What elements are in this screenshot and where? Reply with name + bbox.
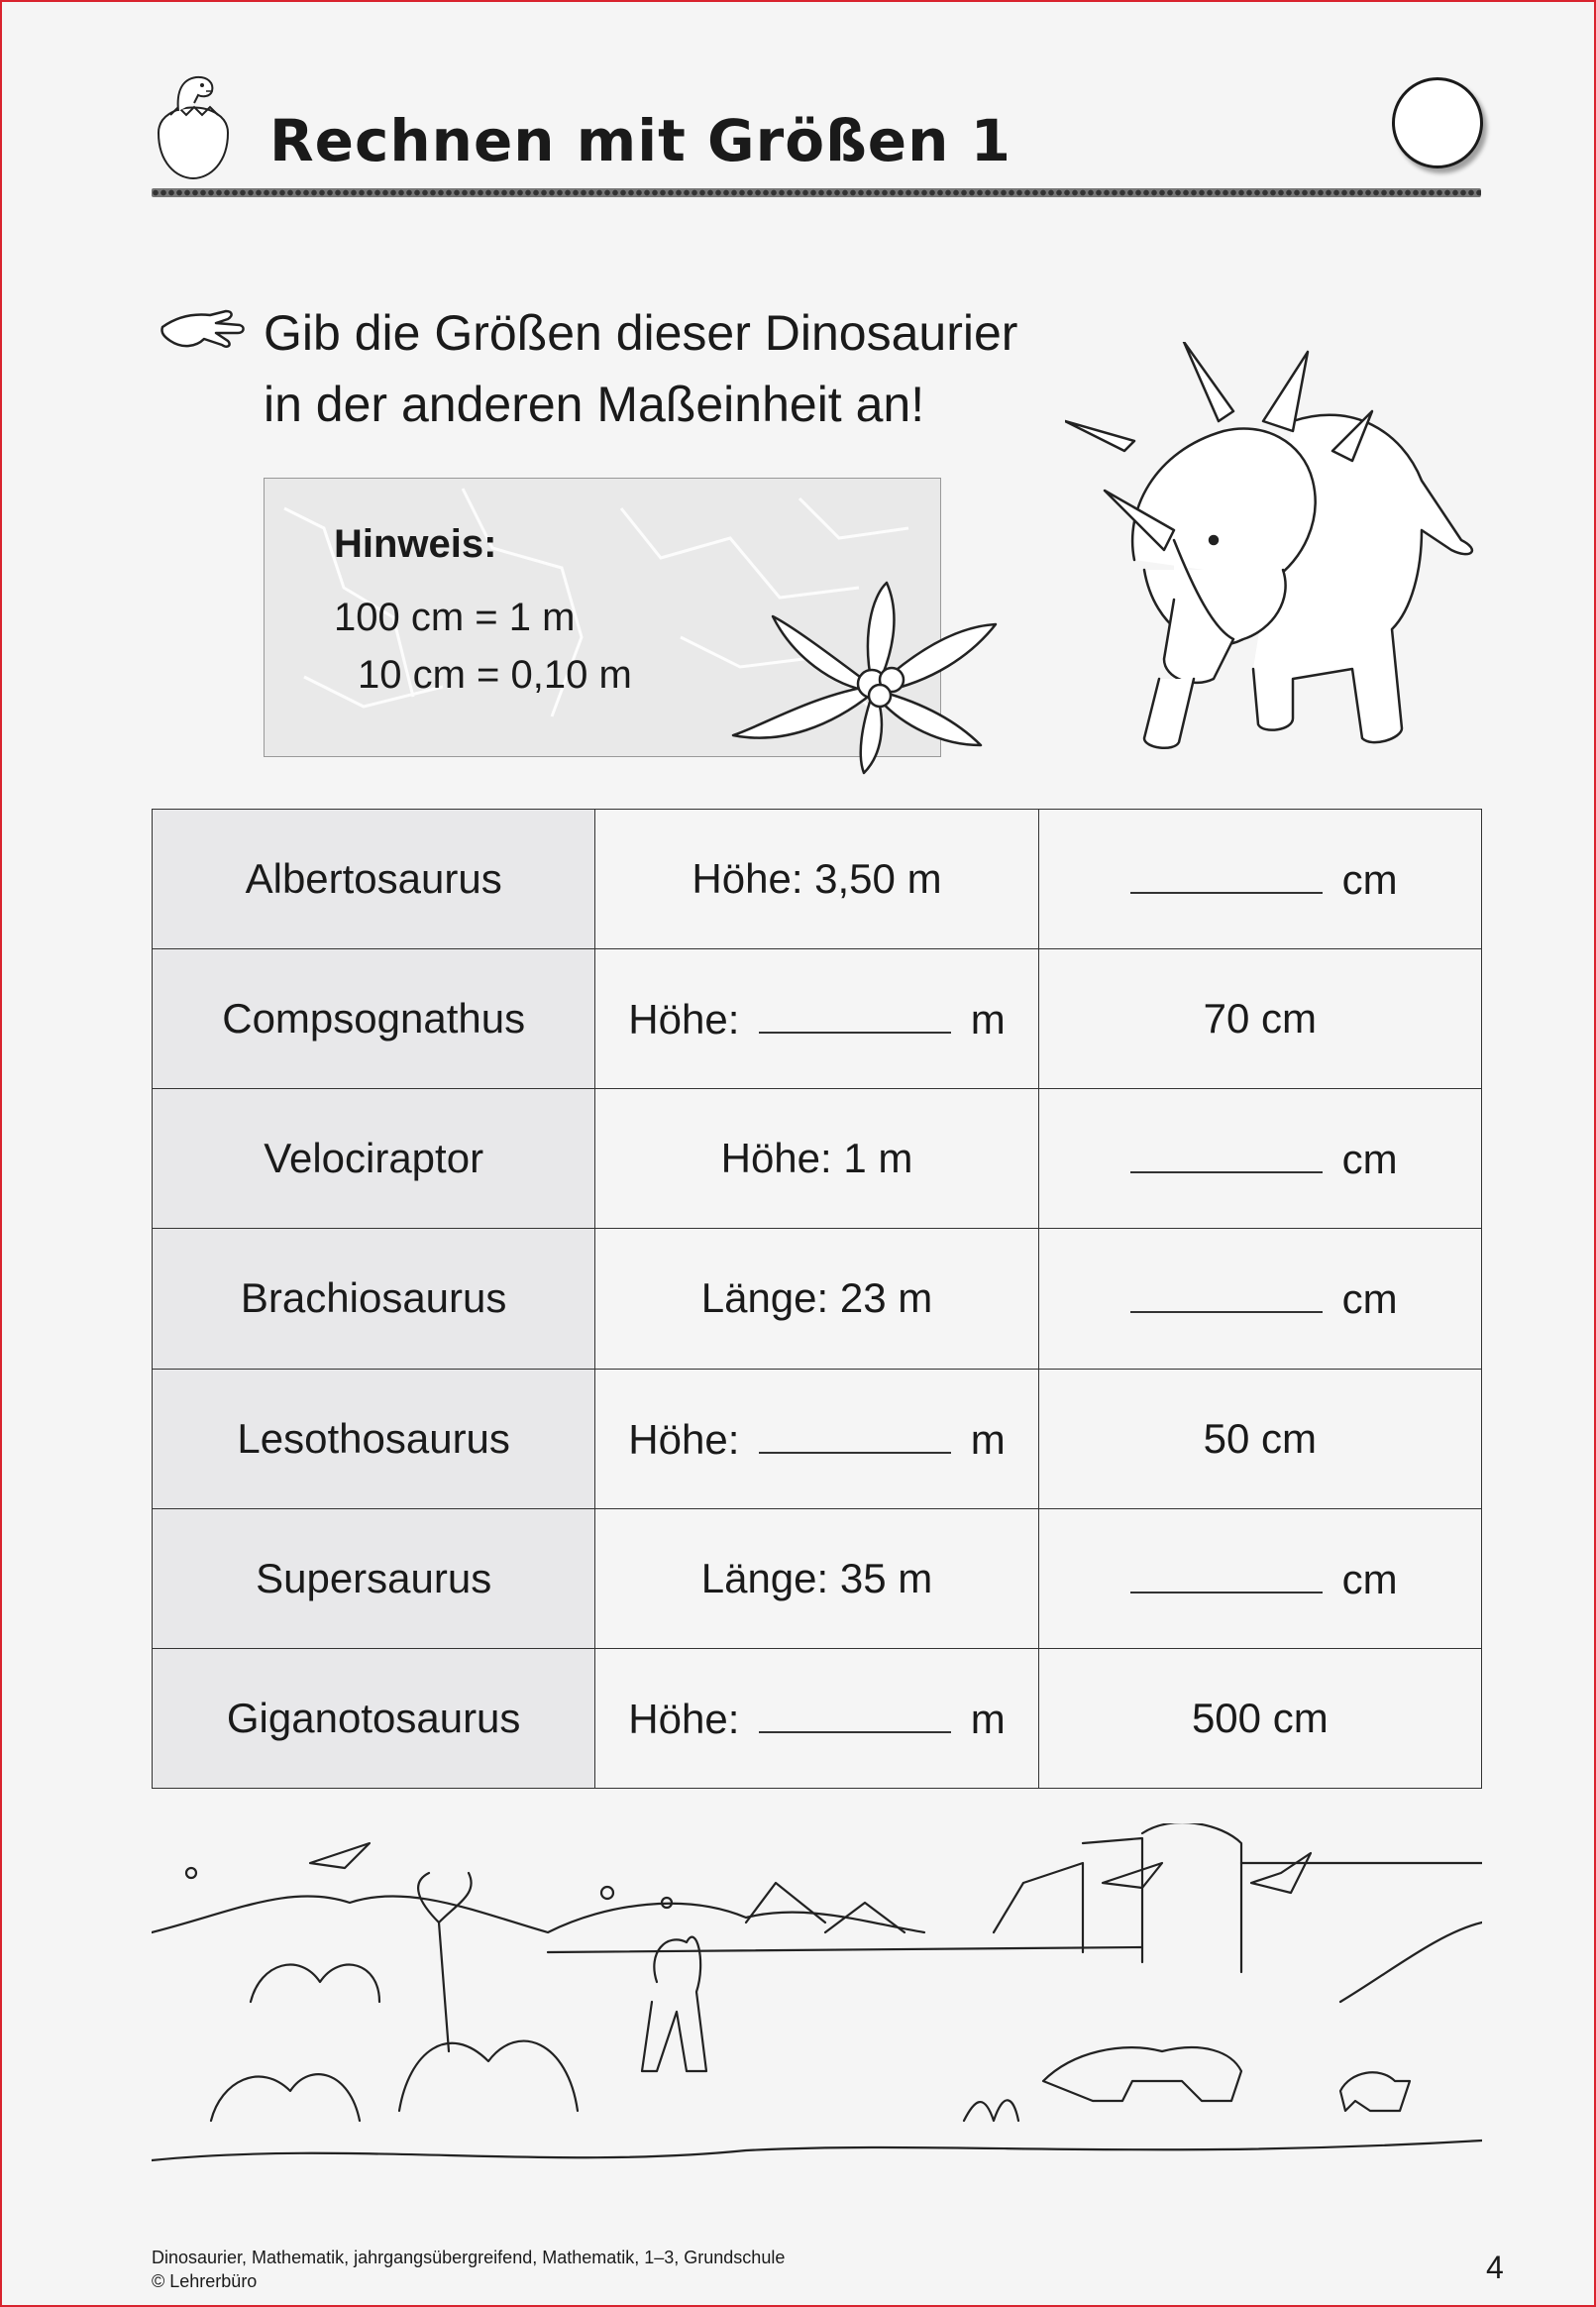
table-row: [153, 1648, 1482, 1788]
task-instruction: [264, 297, 1116, 440]
table-row: [153, 1229, 1482, 1369]
answer-cell: [1038, 810, 1481, 949]
given-size: Höhe: 1 m: [595, 1089, 1038, 1229]
table-row: [153, 949, 1482, 1089]
unit-label: cm: [1341, 1275, 1398, 1323]
page-number: 4: [1486, 2250, 1504, 2285]
size-prefix: Höhe:: [628, 1415, 740, 1463]
instruction-line-1: Gib die Größen dieser Dinosaurier: [264, 305, 1018, 361]
size-prefix: Höhe:: [628, 996, 740, 1044]
dinosaur-name: Giganotosaurus: [153, 1648, 595, 1788]
answer-blank[interactable]: [1130, 1554, 1323, 1593]
baby-dinosaur-egg-icon: [149, 71, 238, 182]
answer-cell: [1038, 1229, 1481, 1369]
dinosaur-name: Albertosaurus: [153, 810, 595, 949]
answer-blank[interactable]: [759, 1414, 951, 1454]
answer-cell: [1038, 1508, 1481, 1648]
given-size: Länge: 35 m: [595, 1508, 1038, 1648]
dinosaur-hand-pointer-icon: [157, 303, 246, 357]
answer-blank[interactable]: [759, 1694, 951, 1733]
table-row: [153, 810, 1482, 949]
answer-blank[interactable]: [1130, 1134, 1323, 1173]
given-size: Länge: 23 m: [595, 1229, 1038, 1369]
answer-cell: [595, 1369, 1038, 1508]
dinosaur-name: Lesothosaurus: [153, 1369, 595, 1508]
answer-cell: [595, 1648, 1038, 1788]
dinosaur-size-table: [152, 809, 1482, 1789]
table-row: [153, 1508, 1482, 1648]
unit-label: m: [970, 1415, 1006, 1463]
prehistoric-landscape-illustration: [152, 1823, 1482, 2180]
unit-label: m: [970, 1695, 1006, 1742]
unit-label: m: [970, 996, 1006, 1044]
unit-label: cm: [1341, 856, 1398, 904]
table-row: [153, 1369, 1482, 1508]
given-size: Höhe: 3,50 m: [595, 810, 1038, 949]
answer-blank[interactable]: [1130, 1273, 1323, 1313]
dotted-divider: [152, 188, 1481, 197]
given-size: 50 cm: [1038, 1369, 1481, 1508]
footer-copyright: © Lehrerbüro: [152, 2271, 258, 2291]
unit-label: cm: [1341, 1555, 1398, 1602]
answer-cell: [1038, 1089, 1481, 1229]
answer-cell: [595, 949, 1038, 1089]
dinosaur-name: Compsognathus: [153, 949, 595, 1089]
hint-conversion-1: 100 cm = 1 m: [334, 596, 576, 639]
size-prefix: Höhe:: [628, 1695, 740, 1742]
footer-source: Dinosaurier, Mathematik, jahrgangsübergreifend, Mathematik, 1–3, Grundschule: [152, 2248, 786, 2267]
triceratops-illustration: [1065, 342, 1481, 758]
dinosaur-name: Brachiosaurus: [153, 1229, 595, 1369]
page-title: Rechnen mit Größen 1: [269, 107, 1011, 174]
dinosaur-name: Supersaurus: [153, 1508, 595, 1648]
given-size: 70 cm: [1038, 949, 1481, 1089]
hint-conversion-2: 10 cm = 0,10 m: [358, 653, 632, 697]
answer-blank[interactable]: [1130, 854, 1323, 894]
score-circle: [1392, 77, 1483, 168]
fern-plant-illustration: [723, 577, 1020, 775]
hint-title: Hinweis:: [334, 522, 497, 566]
instruction-line-2: in der anderen Maßeinheit an!: [264, 377, 925, 432]
dinosaur-name: Velociraptor: [153, 1089, 595, 1229]
answer-blank[interactable]: [759, 994, 951, 1034]
given-size: 500 cm: [1038, 1648, 1481, 1788]
table-row: [153, 1089, 1482, 1229]
unit-label: cm: [1341, 1136, 1398, 1183]
